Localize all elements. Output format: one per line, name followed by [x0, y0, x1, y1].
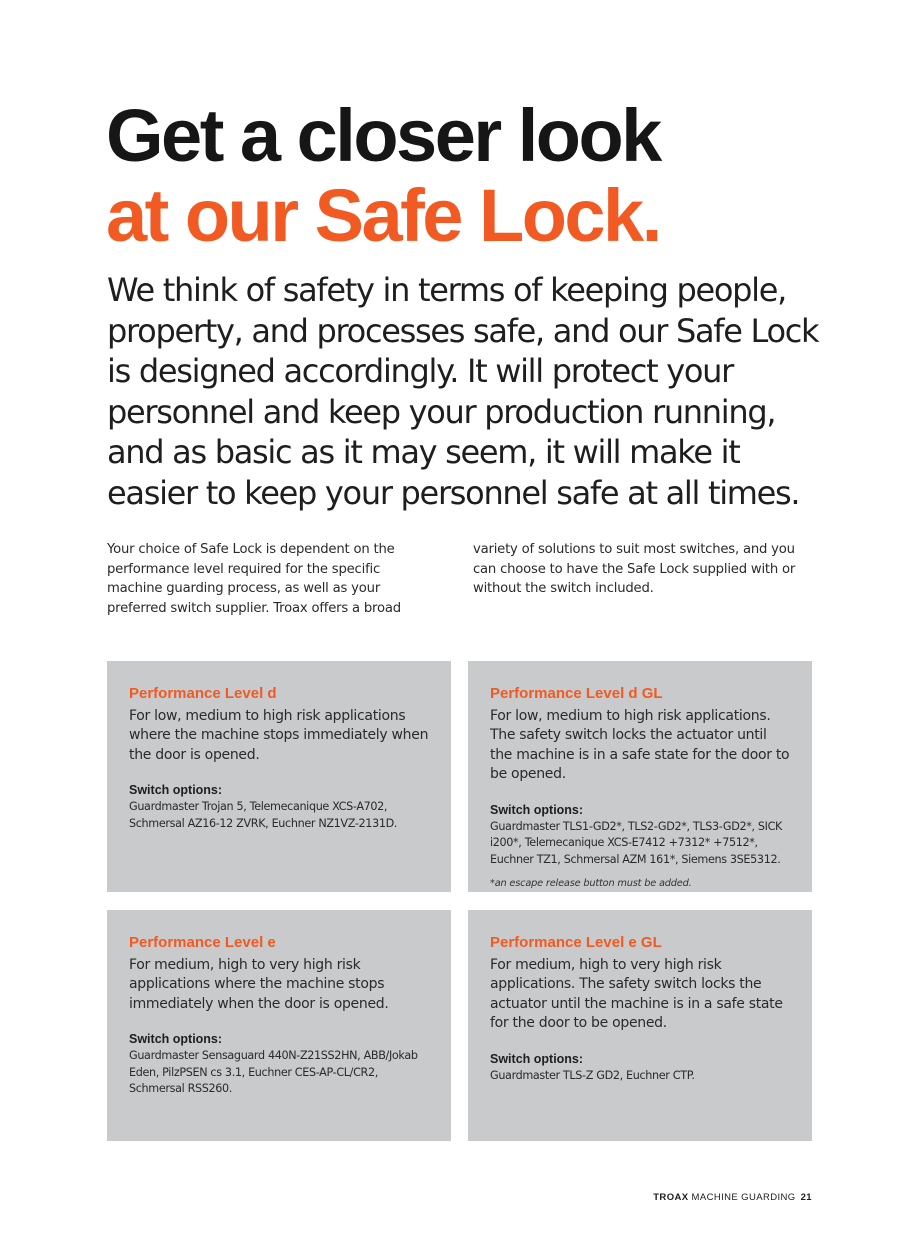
performance-card-e: [107, 910, 451, 1141]
page-number: 21: [800, 1192, 812, 1203]
headline-line-1: Get a closer look: [106, 94, 660, 177]
page-footer: [653, 1192, 812, 1203]
card-switch-options: Guardmaster Sensaguard 440N-Z21SS2HN, ABB/Jokab Eden, PilzPSEN cs 3.1, Euchner CES-AP-CL/CR2, Schmersal RSS260.: [129, 1049, 418, 1096]
performance-card-d: [107, 661, 451, 892]
card-description: For medium, high to very high risk applications. The safety switch locks the actuator until the machine is in a safe state for the door to be opened.: [490, 957, 783, 1032]
card-switch-label: Switch options:: [129, 783, 223, 798]
footer-brand: TROAX: [653, 1192, 689, 1203]
card-title: Performance Level e: [129, 934, 276, 951]
card-description: For low, medium to high risk applications. The safety switch locks the actuator until the machine is in a safe state for the door to be opened.: [490, 708, 790, 783]
body-text-column-1: Your choice of Safe Lock is dependent on the performance level required for the specific machine guarding process, as well as your preferred switch supplier. Troax offers a broad: [107, 542, 401, 616]
card-title: Performance Level d: [129, 685, 277, 702]
card-switch-options: Guardmaster TLS1-GD2*, TLS2-GD2*, TLS3-GD2*, SICK i200*, Telemecanique XCS-E7412 +7312* +7512*, Euchner TZ1, Schmersal AZM 161*, Siemens 3SE5312.: [490, 819, 783, 866]
performance-card-d-gl: [468, 661, 812, 892]
card-switch-label: Switch options:: [490, 802, 584, 817]
card-switch-label: Switch options:: [129, 1032, 223, 1047]
card-description: For medium, high to very high risk applications where the machine stops immediately when the door is opened.: [129, 957, 389, 1012]
headline-line-2: at our Safe Lock.: [106, 174, 660, 257]
body-text-column-2: variety of solutions to suit most switches, and you can choose to have the Safe Lock supplied with or without the switch included.: [473, 542, 796, 596]
performance-card-e-gl: [468, 910, 812, 1141]
card-switch-options: Guardmaster TLS-Z GD2, Euchner CTP.: [490, 1068, 695, 1082]
card-description: For low, medium to high risk applications where the machine stops immediately when the door is opened.: [129, 708, 429, 763]
intro-paragraph: We think of safety in terms of keeping people, property, and processes safe, and our Safe Lock is designed accordingly. It will protect your personnel and keep your production running, and as basic as it may seem, it will make it easier to keep your personnel safe at all times.: [107, 271, 819, 512]
card-footnote: *an escape release button must be added.: [490, 878, 692, 890]
card-switch-label: Switch options:: [490, 1051, 584, 1066]
card-title: Performance Level e GL: [490, 934, 662, 951]
card-title: Performance Level d GL: [490, 685, 663, 702]
page-headline: [106, 96, 660, 256]
card-switch-options: Guardmaster Trojan 5, Telemecanique XCS-A702, Schmersal AZ16-12 ZVRK, Euchner NZ1VZ-2131D.: [129, 800, 398, 830]
footer-section: MACHINE GUARDING: [691, 1192, 796, 1203]
